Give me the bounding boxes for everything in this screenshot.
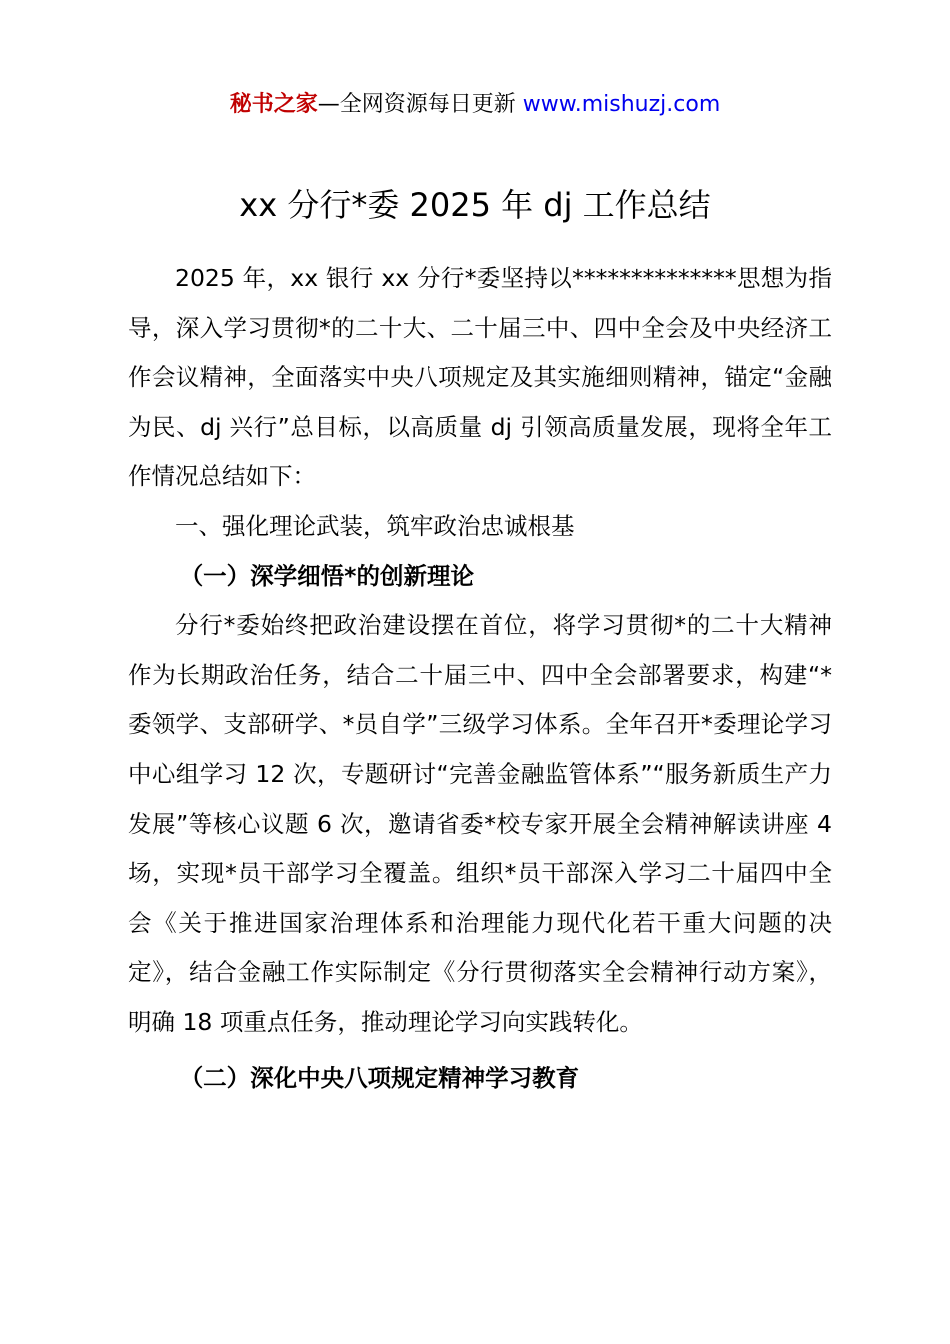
intro-paragraph: 2025 年，xx 银行 xx 分行*委坚持以**************思想为指导，深入学习贯彻*的二十大、二十届三中、四中全会及中央经济工作会议精神，全面落实中央八项规定及其实施细则精神，锚定“金融为民、dj 兴行”总目标，以高质量 dj 引领高质量发展，现将全年工作情况总结如下： xyxy=(128,264,832,491)
subsection-paragraph-1: 分行*委始终把政治建设摆在首位，将学习贯彻*的二十大精神作为长期政治任务，结合二十届三中、四中全会部署要求，构建“*委领学、支部研学、*员自学”三级学习体系。全年召开*委理论学习中心组学习 12 次，专题研讨“完善金融监管体系”“服务新质生产力发展”等核心议题 6 次，邀请省委*校专家开展全会精神解读讲座 4 场，实现*员干部学习全覆盖。组织*员干部深入学习二十届四中全会《关于推进国家治理体系和治理能力现代化若干重大问题的决定》，结合金融工作实际制定《分行贯彻落实全会精神行动方案》，明确 18 项重点任务，推动理论学习向实践转化。 xyxy=(128,611,832,1036)
subsection-heading-2: （二）深化中央八项规定精神学习教育 xyxy=(179,1063,580,1092)
subsection-heading-1: （一）深学细悟*的创新理论 xyxy=(179,561,474,590)
document-title: xx 分行*委 2025 年 dj 工作总结 xyxy=(239,186,711,224)
document-body xyxy=(128,254,832,1103)
site-tagline: —全网资源每日更新 xyxy=(317,92,523,117)
site-url-link[interactable]: www.mishuzj.com xyxy=(522,92,721,117)
site-brand: 秘书之家 xyxy=(229,92,318,117)
section-heading-1: 一、强化理论武装，筑牢政治忠诚根基 xyxy=(175,511,575,540)
site-header xyxy=(0,88,950,122)
